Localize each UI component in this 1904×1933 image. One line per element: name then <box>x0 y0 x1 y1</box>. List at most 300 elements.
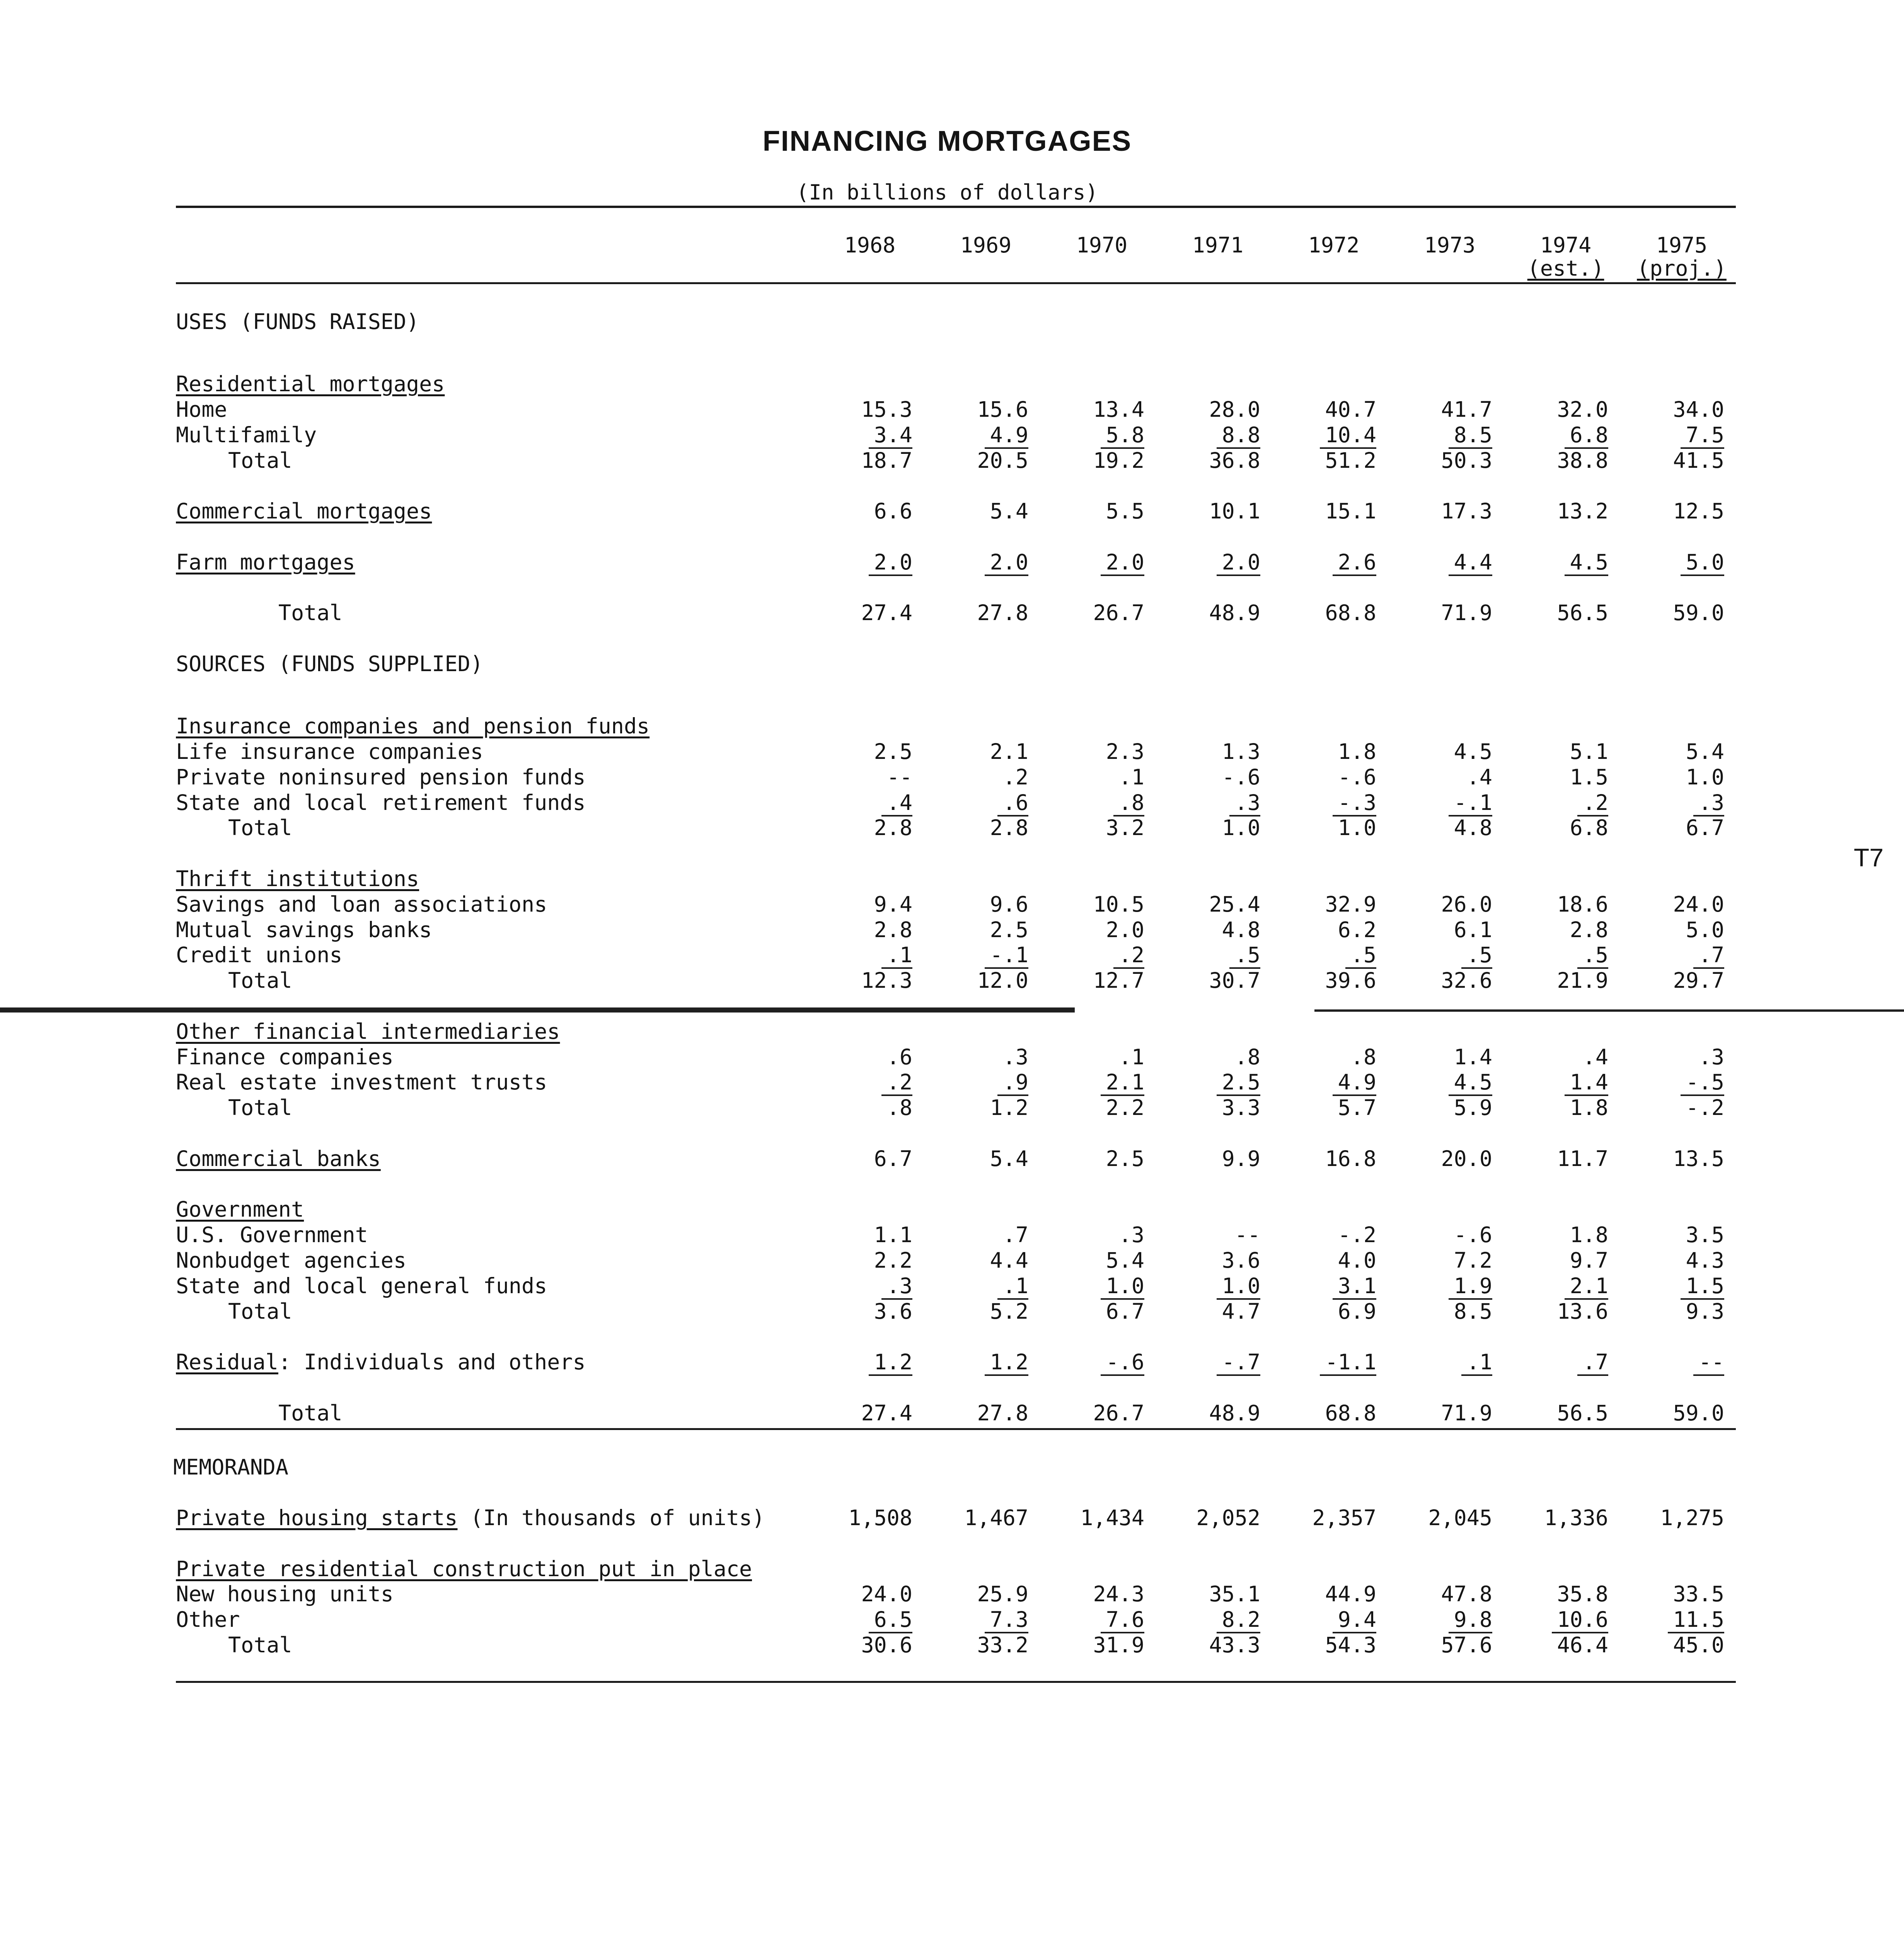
table-cell: 6.7 <box>1106 1299 1144 1324</box>
section-heading: USES (FUNDS RAISED) <box>176 309 419 334</box>
table-cell: 12.0 <box>977 968 1028 993</box>
row-label: Credit unions <box>176 943 343 968</box>
table-cell: 18.7 <box>861 448 912 473</box>
total-row-label: Total <box>228 1095 292 1120</box>
table-cell: 1.0 <box>1686 764 1724 789</box>
table-cell: 2.2 <box>874 1248 912 1273</box>
cell-underlined-value: .7 <box>1693 943 1724 969</box>
table-cell: 4.8 <box>1454 815 1492 840</box>
table-cell: 5.4 <box>1106 1248 1144 1273</box>
table-cell: 2.8 <box>1570 917 1608 942</box>
cell-underlined-value: 8.8 <box>1217 423 1260 449</box>
table-cell: .8 <box>1234 1044 1260 1069</box>
table-cell: 1,434 <box>1080 1505 1144 1530</box>
row-label: Multifamily <box>176 422 317 447</box>
table-cell: 13.5 <box>1673 1146 1724 1171</box>
table-cell: 27.4 <box>861 600 912 626</box>
column-year: 1969 <box>960 233 1012 257</box>
table-cell: 5.4 <box>990 1146 1028 1171</box>
table-cell: .6 <box>886 1044 912 1069</box>
table-cell: 6.2 <box>1338 917 1376 942</box>
cell-underlined-value: 4.9 <box>1333 1070 1376 1096</box>
total-row-label: Total <box>228 968 292 993</box>
row-label: Real estate investment trusts <box>176 1070 547 1095</box>
table-cell: 2,357 <box>1312 1505 1376 1530</box>
table-cell: 26.7 <box>1093 1400 1144 1425</box>
table-cell <box>812 423 912 447</box>
cell-underlined-value: .9 <box>997 1070 1028 1096</box>
cell-underlined-value: 9.4 <box>1333 1607 1376 1633</box>
table-cell: 71.9 <box>1441 600 1492 626</box>
table-cell <box>928 1607 1028 1632</box>
table-cell: 57.6 <box>1441 1633 1492 1657</box>
total-row-label: Total <box>228 448 292 473</box>
table-cell: 27.4 <box>861 1400 912 1425</box>
cell-underlined-value: 1.2 <box>869 1350 912 1376</box>
table-cell: 12.7 <box>1093 968 1144 993</box>
cell-underlined-value: 5.8 <box>1101 423 1144 449</box>
cell-underlined-value: 3.1 <box>1333 1273 1376 1300</box>
page-subtitle: (In billions of dollars) <box>796 180 1098 205</box>
table-cell: 4.0 <box>1338 1248 1376 1273</box>
bottom-rule <box>176 1681 1736 1683</box>
table-cell: 71.9 <box>1441 1400 1492 1425</box>
table-cell: 68.8 <box>1325 600 1376 626</box>
table-cell <box>1508 790 1608 815</box>
cell-underlined-value: 1.5 <box>1681 1273 1724 1300</box>
cell-underlined-value: 4.5 <box>1565 550 1608 576</box>
table-cell: 27.8 <box>977 1400 1028 1425</box>
table-cell <box>1276 1607 1376 1632</box>
table-cell: 1,467 <box>964 1505 1028 1530</box>
cell-underlined-value: 6.5 <box>869 1607 912 1633</box>
cell-underlined-value: .5 <box>1229 943 1260 969</box>
table-cell <box>1044 1273 1144 1298</box>
table-cell: 43.3 <box>1209 1633 1260 1657</box>
row-label: U.S. Government <box>176 1222 368 1248</box>
table-cell: 59.0 <box>1673 1400 1724 1425</box>
cell-underlined-value: 1.4 <box>1565 1070 1608 1096</box>
table-cell <box>1624 550 1724 574</box>
cell-underlined-value: 1.0 <box>1101 1273 1144 1300</box>
table-cell <box>1160 1273 1260 1298</box>
cell-underlined-value: 4.9 <box>985 423 1028 449</box>
table-cell: 1.4 <box>1454 1044 1492 1069</box>
table-cell: 27.8 <box>977 600 1028 626</box>
memoranda-rule <box>176 1428 1736 1430</box>
table-cell: 2,052 <box>1196 1505 1260 1530</box>
table-cell: .4 <box>1466 764 1492 789</box>
column-year: 1973 <box>1424 233 1476 257</box>
table-cell <box>1624 1350 1724 1374</box>
table-cell: 1.3 <box>1222 739 1260 764</box>
table-cell: 6.8 <box>1570 815 1608 840</box>
table-cell: -.6 <box>1222 764 1260 789</box>
cell-underlined-value: -- <box>1693 1350 1724 1376</box>
column-year: 1974 <box>1540 233 1592 257</box>
cell-underlined-value: .2 <box>1113 943 1144 969</box>
table-cell: 13.6 <box>1557 1299 1608 1324</box>
group-heading: Thrift institutions <box>176 866 419 891</box>
table-cell: 33.2 <box>977 1633 1028 1657</box>
total-row-label: Total <box>228 815 292 840</box>
cell-underlined-value: .5 <box>1577 943 1608 969</box>
table-cell <box>1044 550 1144 574</box>
table-cell: 25.9 <box>977 1582 1028 1607</box>
table-cell: 2.5 <box>874 739 912 764</box>
row-label-underlined: Residual <box>176 1350 278 1375</box>
cell-underlined-value: -.5 <box>1681 1070 1724 1096</box>
row-label-rest: (In thousands of units) <box>457 1505 765 1530</box>
cell-underlined-value: .1 <box>997 1273 1028 1300</box>
table-cell <box>1508 1273 1608 1298</box>
table-cell: 2.8 <box>874 917 912 942</box>
table-cell: 21.9 <box>1557 968 1608 993</box>
cell-underlined-value: .5 <box>1461 943 1492 969</box>
table-cell <box>1508 550 1608 574</box>
cell-underlined-value: .4 <box>881 790 912 816</box>
table-cell: 35.1 <box>1209 1582 1260 1607</box>
table-cell <box>812 550 912 574</box>
table-cell: 54.3 <box>1325 1633 1376 1657</box>
table-cell <box>928 1070 1028 1094</box>
table-cell: 1.0 <box>1222 815 1260 840</box>
table-cell: 38.8 <box>1557 448 1608 473</box>
table-cell <box>1276 1070 1376 1094</box>
table-cell: 24.3 <box>1093 1582 1144 1607</box>
table-cell <box>1160 1607 1260 1632</box>
table-cell: 5.7 <box>1338 1095 1376 1120</box>
table-cell: 56.5 <box>1557 1400 1608 1425</box>
total-row-label: Total <box>228 1299 292 1324</box>
cell-underlined-value: .1 <box>881 943 912 969</box>
table-cell: .8 <box>886 1095 912 1120</box>
table-cell: .2 <box>1002 764 1028 789</box>
table-cell: 29.7 <box>1673 968 1724 993</box>
table-cell: 12.5 <box>1673 499 1724 524</box>
table-cell: 9.3 <box>1686 1299 1724 1324</box>
table-cell <box>1392 1273 1492 1298</box>
table-cell <box>1392 550 1492 574</box>
table-cell: 3.5 <box>1686 1222 1724 1248</box>
table-cell: .7 <box>1002 1222 1028 1248</box>
row-label: Commercial banks <box>176 1146 381 1171</box>
cell-underlined-value: 2.0 <box>985 550 1028 576</box>
table-cell: 3.6 <box>1222 1248 1260 1273</box>
cell-underlined-value: .2 <box>881 1070 912 1096</box>
table-cell: 1,336 <box>1544 1505 1608 1530</box>
table-cell: 56.5 <box>1557 600 1608 626</box>
row-label: Commercial mortgages <box>176 499 432 524</box>
table-cell <box>1160 1070 1260 1094</box>
page-number: T7 <box>1854 843 1884 872</box>
table-cell: 30.6 <box>861 1633 912 1657</box>
table-cell <box>1044 1607 1144 1632</box>
row-label: State and local retirement funds <box>176 790 586 815</box>
cell-underlined-value: .6 <box>997 790 1028 816</box>
table-cell: 5.1 <box>1570 739 1608 764</box>
memoranda-heading: MEMORANDA <box>173 1455 289 1480</box>
table-cell: -.2 <box>1338 1222 1376 1248</box>
row-label: State and local general funds <box>176 1273 547 1298</box>
table-cell: 32.6 <box>1441 968 1492 993</box>
table-cell: .3 <box>1698 1044 1724 1069</box>
table-cell: 30.7 <box>1209 968 1260 993</box>
table-cell: 6.7 <box>874 1146 912 1171</box>
column-year: 1971 <box>1192 233 1244 257</box>
table-cell: 41.5 <box>1673 448 1724 473</box>
row-label: Life insurance companies <box>176 739 483 764</box>
table-cell <box>812 1273 912 1298</box>
table-cell: 2.8 <box>874 815 912 840</box>
table-cell: 1.5 <box>1570 764 1608 789</box>
cell-underlined-value: 2.0 <box>1101 550 1144 576</box>
table-cell: 5.9 <box>1454 1095 1492 1120</box>
table-cell: 2.0 <box>1106 917 1144 942</box>
table-cell: 10.1 <box>1209 499 1260 524</box>
cell-underlined-value: 1.0 <box>1217 1273 1260 1300</box>
table-cell: 16.8 <box>1325 1146 1376 1171</box>
group-heading: Insurance companies and pension funds <box>176 714 650 739</box>
table-cell: 7.2 <box>1454 1248 1492 1273</box>
table-cell <box>1508 1070 1608 1094</box>
row-label: Nonbudget agencies <box>176 1248 407 1273</box>
table-cell: .1 <box>1118 764 1144 789</box>
table-cell: -- <box>1234 1222 1260 1248</box>
cell-underlined-value: 2.0 <box>869 550 912 576</box>
table-cell <box>1508 423 1608 447</box>
table-cell: 20.5 <box>977 448 1028 473</box>
table-cell: 3.2 <box>1106 815 1144 840</box>
table-cell <box>812 790 912 815</box>
table-cell: 18.6 <box>1557 891 1608 917</box>
table-cell: 48.9 <box>1209 600 1260 626</box>
group-heading: Other financial intermediaries <box>176 1019 560 1044</box>
table-cell: 5.0 <box>1686 917 1724 942</box>
header-rule <box>176 282 1736 284</box>
table-cell <box>812 1607 912 1632</box>
group-heading: Private residential construction put in place <box>176 1556 752 1581</box>
table-cell <box>1392 1607 1492 1632</box>
table-cell: 2.1 <box>990 739 1028 764</box>
table-cell <box>1392 423 1492 447</box>
table-cell: 26.0 <box>1441 891 1492 917</box>
table-cell: 47.8 <box>1441 1582 1492 1607</box>
cell-underlined-value: -1.1 <box>1320 1350 1376 1376</box>
table-cell: 1.8 <box>1338 739 1376 764</box>
table-cell <box>1160 1350 1260 1374</box>
row-label-rest: : Individuals and others <box>278 1350 586 1375</box>
scan-artifact-bar-right <box>1314 1009 1904 1012</box>
cell-underlined-value: -.1 <box>985 943 1028 969</box>
cell-underlined-value: 1.2 <box>985 1350 1028 1376</box>
table-cell: 3.3 <box>1222 1095 1260 1120</box>
table-cell <box>1276 550 1376 574</box>
table-cell: 4.7 <box>1222 1299 1260 1324</box>
table-cell: 24.0 <box>861 1582 912 1607</box>
cell-underlined-value: 6.8 <box>1565 423 1608 449</box>
table-cell: 13.2 <box>1557 499 1608 524</box>
table-cell: 2,045 <box>1428 1505 1492 1530</box>
cell-underlined-value: 7.5 <box>1681 423 1724 449</box>
cell-underlined-value: 2.1 <box>1565 1273 1608 1300</box>
table-cell: 3.6 <box>874 1299 912 1324</box>
total-row-label: Total <box>278 1400 343 1425</box>
table-cell <box>1624 423 1724 447</box>
table-cell <box>1276 1350 1376 1374</box>
cell-underlined-value: 7.6 <box>1101 1607 1144 1633</box>
table-cell <box>1624 1273 1724 1298</box>
cell-underlined-value: 2.0 <box>1217 550 1260 576</box>
row-label <box>176 1350 586 1374</box>
table-cell: 36.8 <box>1209 448 1260 473</box>
table-cell: 2.2 <box>1106 1095 1144 1120</box>
table-cell: 9.7 <box>1570 1248 1608 1273</box>
table-cell: 8.5 <box>1454 1299 1492 1324</box>
table-cell <box>1160 943 1260 967</box>
table-cell: 1,275 <box>1660 1505 1724 1530</box>
table-cell: -- <box>886 764 912 789</box>
cell-underlined-value: 1.9 <box>1449 1273 1492 1300</box>
table-cell <box>1276 1273 1376 1298</box>
table-cell: 32.0 <box>1557 397 1608 422</box>
cell-underlined-value: 9.8 <box>1449 1607 1492 1633</box>
table-cell: 5.2 <box>990 1299 1028 1324</box>
cell-underlined-value: .2 <box>1577 790 1608 816</box>
table-cell: .1 <box>1118 1044 1144 1069</box>
table-cell <box>1276 423 1376 447</box>
group-heading: Government <box>176 1197 304 1222</box>
cell-underlined-value: 10.4 <box>1320 423 1376 449</box>
table-cell <box>1276 943 1376 967</box>
table-cell: 1,508 <box>848 1505 912 1530</box>
table-cell: 5.4 <box>990 499 1028 524</box>
table-cell: 34.0 <box>1673 397 1724 422</box>
row-label: Home <box>176 397 227 422</box>
table-cell: 32.9 <box>1325 891 1376 917</box>
table-cell: 28.0 <box>1209 397 1260 422</box>
table-cell <box>928 790 1028 815</box>
cell-underlined-value: 7.3 <box>985 1607 1028 1633</box>
table-cell: 1.1 <box>874 1222 912 1248</box>
table-cell: -.2 <box>1686 1095 1724 1120</box>
table-cell: 1.0 <box>1338 815 1376 840</box>
table-cell <box>1044 1350 1144 1374</box>
cell-underlined-value: .7 <box>1577 1350 1608 1376</box>
group-heading: Residential mortgages <box>176 372 445 397</box>
table-cell <box>928 423 1028 447</box>
table-cell: 11.7 <box>1557 1146 1608 1171</box>
table-cell: 4.4 <box>990 1248 1028 1273</box>
table-cell <box>928 1350 1028 1374</box>
column-note: (proj.) <box>1637 256 1727 281</box>
table-cell <box>1044 1070 1144 1094</box>
table-cell <box>1508 1350 1608 1374</box>
table-cell: 25.4 <box>1209 891 1260 917</box>
table-cell: 48.9 <box>1209 1400 1260 1425</box>
table-cell: 4.3 <box>1686 1248 1724 1273</box>
table-cell <box>1392 1350 1492 1374</box>
table-cell: 2.8 <box>990 815 1028 840</box>
table-cell: 59.0 <box>1673 600 1724 626</box>
table-cell <box>1624 1607 1724 1632</box>
cell-underlined-value: -.1 <box>1449 790 1492 816</box>
cell-underlined-value: .3 <box>1693 790 1724 816</box>
scan-artifact-bar <box>0 1007 1075 1013</box>
table-cell <box>1392 790 1492 815</box>
table-cell: 2.5 <box>990 917 1028 942</box>
table-cell: 68.8 <box>1325 1400 1376 1425</box>
row-label: Finance companies <box>176 1044 394 1069</box>
cell-underlined-value: .1 <box>1461 1350 1492 1376</box>
row-label: Private noninsured pension funds <box>176 764 586 789</box>
table-cell: -.6 <box>1338 764 1376 789</box>
row-label: Mutual savings banks <box>176 917 432 942</box>
table-cell <box>1044 790 1144 815</box>
table-cell <box>812 1350 912 1374</box>
column-year: 1968 <box>844 233 896 257</box>
column-year: 1972 <box>1308 233 1360 257</box>
table-cell: 40.7 <box>1325 397 1376 422</box>
table-cell: .8 <box>1350 1044 1376 1069</box>
table-cell: 4.8 <box>1222 917 1260 942</box>
table-cell: 26.7 <box>1093 600 1144 626</box>
row-label: Other <box>176 1607 240 1632</box>
page-title: FINANCING MORTGAGES <box>762 125 1132 157</box>
row-label <box>176 1505 765 1530</box>
table-cell: 20.0 <box>1441 1146 1492 1171</box>
section-heading: SOURCES (FUNDS SUPPLIED) <box>176 651 483 676</box>
row-label: Savings and loan associations <box>176 891 547 917</box>
table-cell <box>1392 943 1492 967</box>
table-cell: 2.3 <box>1106 739 1144 764</box>
cell-underlined-value: 11.5 <box>1668 1607 1724 1633</box>
table-cell: 13.4 <box>1093 397 1144 422</box>
table-cell: 5.4 <box>1686 739 1724 764</box>
table-cell: 15.6 <box>977 397 1028 422</box>
table-cell: 41.7 <box>1441 397 1492 422</box>
table-cell: .3 <box>1118 1222 1144 1248</box>
column-year: 1975 <box>1656 233 1708 257</box>
table-cell: 9.6 <box>990 891 1028 917</box>
table-cell <box>1392 1070 1492 1094</box>
table-cell: 15.1 <box>1325 499 1376 524</box>
row-label: Farm mortgages <box>176 549 355 574</box>
cell-underlined-value: -.7 <box>1217 1350 1260 1376</box>
table-cell <box>812 1070 912 1094</box>
cell-underlined-value: 8.2 <box>1217 1607 1260 1633</box>
table-cell <box>1160 423 1260 447</box>
table-cell <box>812 943 912 967</box>
table-cell <box>1044 943 1144 967</box>
table-cell: .4 <box>1582 1044 1608 1069</box>
table-cell: 9.9 <box>1222 1146 1260 1171</box>
table-cell: 1.8 <box>1570 1095 1608 1120</box>
cell-underlined-value: 5.0 <box>1681 550 1724 576</box>
table-cell: 51.2 <box>1325 448 1376 473</box>
cell-underlined-value: .5 <box>1345 943 1376 969</box>
table-cell <box>928 1273 1028 1298</box>
cell-underlined-value: 8.5 <box>1449 423 1492 449</box>
column-year: 1970 <box>1076 233 1128 257</box>
table-cell: 19.2 <box>1093 448 1144 473</box>
table-cell <box>928 943 1028 967</box>
table-cell: 6.9 <box>1338 1299 1376 1324</box>
cell-underlined-value: .8 <box>1113 790 1144 816</box>
cell-underlined-value: 2.5 <box>1217 1070 1260 1096</box>
table-cell <box>1044 423 1144 447</box>
cell-underlined-value: 4.4 <box>1449 550 1492 576</box>
